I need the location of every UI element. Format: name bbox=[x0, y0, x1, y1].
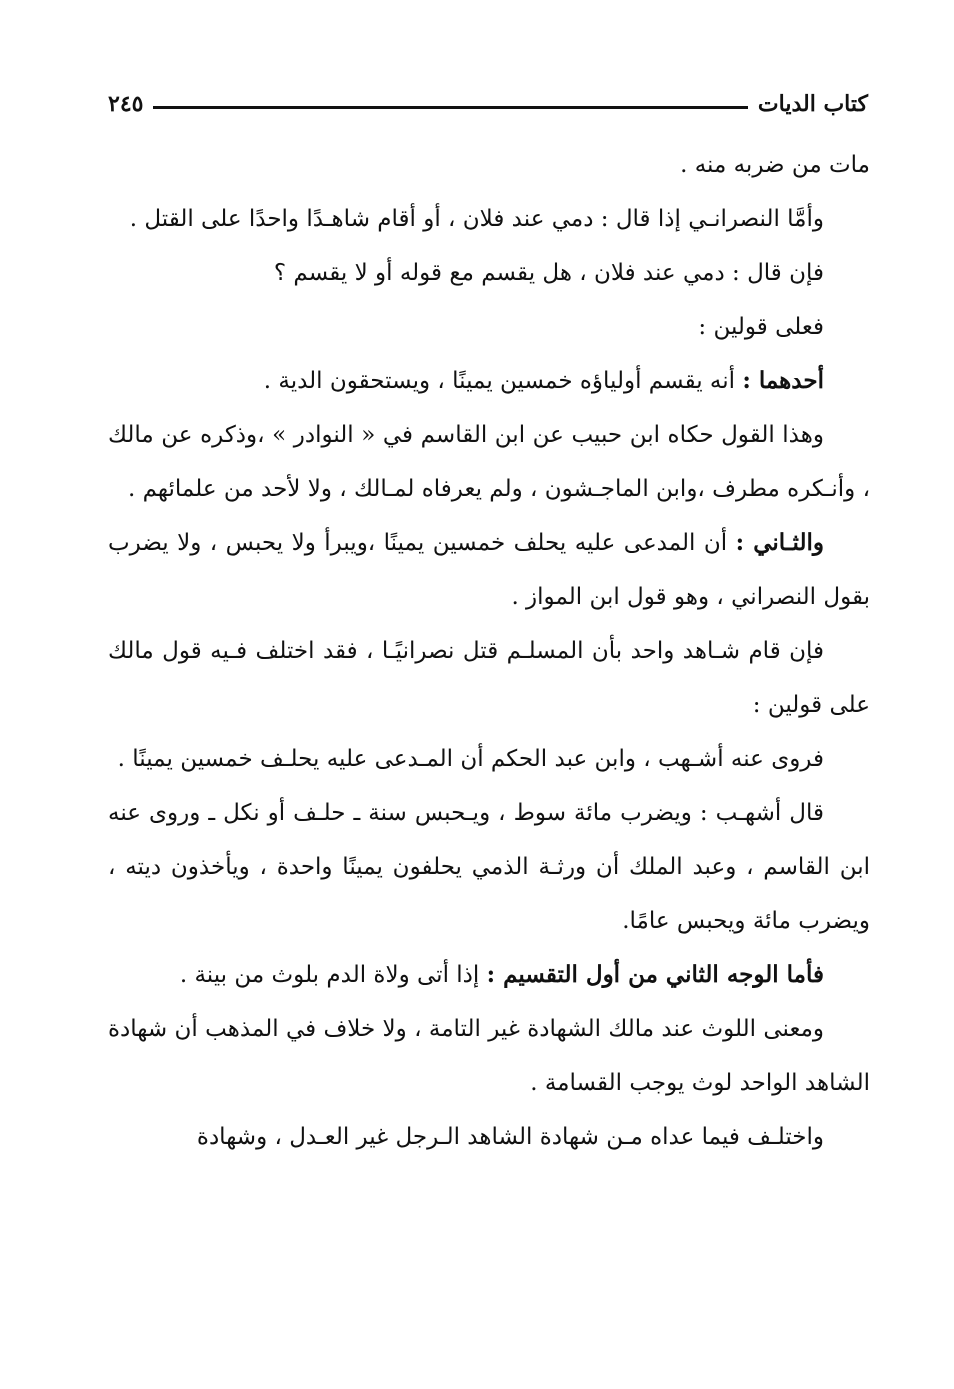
page-body bbox=[108, 138, 870, 1164]
paragraph bbox=[108, 408, 870, 516]
paragraph-text: مات من ضربه منه . bbox=[680, 152, 870, 178]
paragraph-text: فعلى قولين : bbox=[698, 314, 824, 340]
paragraph bbox=[108, 354, 870, 408]
paragraph-text: ومعنى اللوث عند مالك الشهادة غير التامة ، ولا خلاف في المذهب أن شهادة الشاهد الواحد لوث يوجب القسامة . bbox=[108, 1016, 870, 1096]
paragraph bbox=[108, 516, 870, 624]
paragraph bbox=[108, 732, 870, 786]
paragraph bbox=[108, 246, 870, 300]
paragraph bbox=[108, 300, 870, 354]
paragraph-text: واختلـف فيما عداه مـن شهادة الشاهد الـرجل غير العـدل ، وشهادة bbox=[196, 1124, 824, 1150]
page-number: ٢٤٥ bbox=[108, 91, 144, 117]
chapter-title: كتاب الديات bbox=[757, 91, 868, 117]
paragraph bbox=[108, 138, 870, 192]
paragraph-text: فإن قال : دمي عند فلان ، هل يقسم مع قوله أو لا يقسم ؟ bbox=[273, 260, 824, 286]
paragraph-text: قال أشهـب : ويضرب مائة سوط ، ويـحبس سنة ـ حلـف أو نكل ـ وروى عنه ابن القاسم ، وعبد الملك أن ورثـة الذمي يحلفون يمينًا واحدة ، ويأخذون ديته ، ويضرب مائة ويحبس عامًا. bbox=[108, 800, 870, 934]
paragraph bbox=[108, 1110, 870, 1164]
paragraph-text: فروى عنه أشـهب ، وابن عبد الحكم أن المـدعى عليه يحلـف خمسين يمينًا . bbox=[117, 746, 824, 772]
paragraph-text: وهذا القول حكاه ابن حبيب عن ابن القاسم في « النوادر » ،وذكره عن مالك ، وأنـكره مطرف ،وابن الماجـشون ، ولم يعرفاه لمـالك ، ولا لأحد من علمائهم . bbox=[108, 422, 870, 502]
paragraph-text: وأمَّا النصرانـي إذا قال : دمي عند فلان ، أو أقام شاهـدًا واحدًا على القتل . bbox=[129, 206, 824, 232]
paragraph bbox=[108, 1002, 870, 1110]
running-header bbox=[108, 86, 868, 122]
paragraph bbox=[108, 624, 870, 732]
paragraph-text: أنه يقسم أولياؤه خمسين يمينًا ، ويستحقون الدية . bbox=[263, 368, 736, 394]
paragraph bbox=[108, 786, 870, 948]
paragraph bbox=[108, 192, 870, 246]
paragraph-lead: أحدهما : bbox=[742, 367, 824, 394]
paragraph-lead: فأما الوجه الثاني من أول التقسيم : bbox=[486, 961, 824, 988]
paragraph bbox=[108, 948, 870, 1002]
paragraph-text: أن المدعى عليه يحلف خمسين يمينًا ،ويبرأ ولا يحبس ، ولا يضرب بقول النصراني ، وهو قول ابن المواز . bbox=[108, 530, 870, 610]
paragraph-lead: والثـاني : bbox=[735, 529, 824, 556]
paragraph-text: فإن قام شـاهد واحد بأن المسلـم قتل نصرانيًـا ، فقد اختلف فـيه قول مالك على قولين : bbox=[108, 638, 870, 718]
paragraph-text: إذا أتى ولاة الدم بلوث من بينة . bbox=[179, 962, 480, 988]
header-rule bbox=[153, 106, 747, 109]
